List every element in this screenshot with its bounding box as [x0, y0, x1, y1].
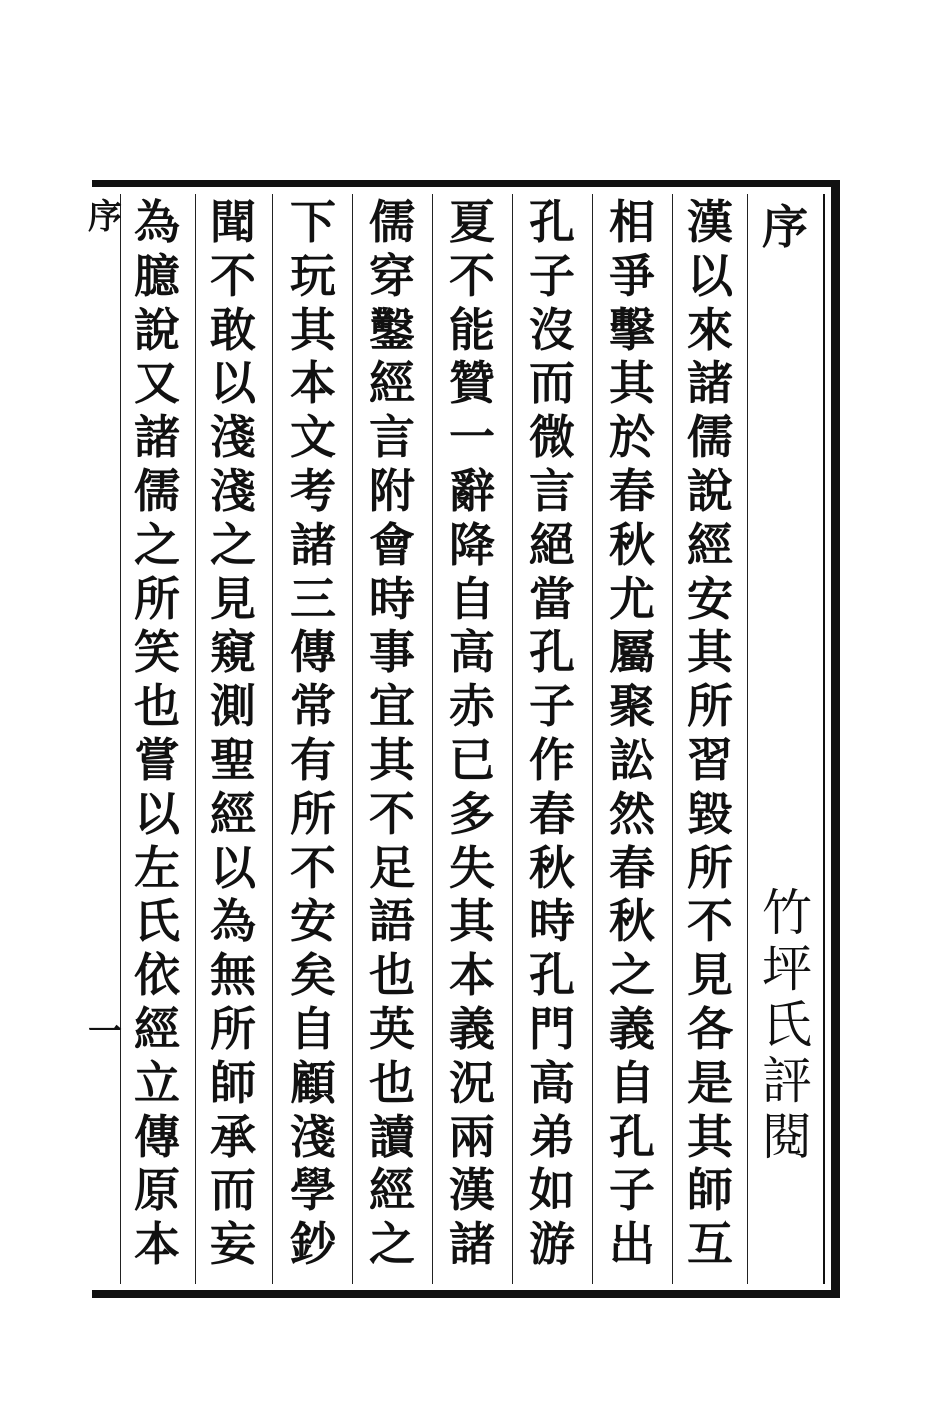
text-char: 已 [449, 732, 495, 787]
text-char: 孔 [529, 625, 575, 680]
text-char: 子 [609, 1163, 655, 1218]
text-column-4 [437, 196, 507, 1272]
text-char: 春 [529, 786, 575, 841]
text-char: 然 [609, 786, 655, 841]
text-char: 說 [134, 302, 180, 357]
text-char: 承 [210, 1109, 256, 1164]
text-char: 英 [369, 1001, 415, 1056]
text-char: 以 [134, 786, 180, 841]
text-char: 而 [529, 356, 575, 411]
text-char: 鈔 [290, 1217, 336, 1272]
text-char: 訟 [609, 732, 655, 787]
text-char: 鑿 [369, 302, 415, 357]
text-char: 漢 [687, 195, 733, 249]
text-char: 赤 [449, 679, 495, 734]
text-char: 孔 [529, 195, 575, 249]
text-char: 三 [290, 571, 336, 626]
text-char: 所 [210, 1001, 256, 1056]
text-column-3 [517, 196, 587, 1272]
text-char: 妄 [210, 1217, 256, 1272]
text-char: 儒 [687, 410, 733, 465]
text-char: 弟 [529, 1109, 575, 1164]
text-char: 聚 [609, 679, 655, 734]
text-char: 作 [529, 732, 575, 787]
text-char: 能 [449, 302, 495, 357]
text-char: 宜 [369, 679, 415, 734]
text-char: 經 [210, 786, 256, 841]
text-char: 氏 [134, 894, 180, 949]
text-char: 顧 [290, 1055, 336, 1110]
text-char: 所 [134, 571, 180, 626]
text-char: 而 [210, 1163, 256, 1218]
signature-char: 坪 [762, 940, 812, 998]
text-char: 是 [687, 1055, 733, 1110]
text-char: 諸 [290, 517, 336, 572]
text-char: 附 [369, 463, 415, 518]
text-char: 秋 [529, 840, 575, 895]
text-char: 子 [529, 679, 575, 734]
text-char: 說 [687, 463, 733, 518]
text-char: 足 [369, 840, 415, 895]
text-char: 本 [449, 948, 495, 1003]
text-column-5 [357, 196, 427, 1272]
text-char: 測 [210, 679, 256, 734]
text-char: 本 [134, 1217, 180, 1272]
text-char: 左 [134, 840, 180, 895]
text-char: 失 [449, 840, 495, 895]
text-char: 為 [210, 894, 256, 949]
text-char: 原 [134, 1163, 180, 1218]
text-char: 聞 [210, 195, 256, 249]
text-char: 兩 [449, 1109, 495, 1164]
text-char: 於 [609, 410, 655, 465]
text-char: 嘗 [134, 732, 180, 787]
column-rule [432, 194, 433, 1284]
text-char: 多 [449, 786, 495, 841]
signature-char: 閱 [762, 1108, 812, 1166]
text-char: 相 [609, 195, 655, 249]
text-char: 一 [449, 410, 495, 465]
text-char: 依 [134, 948, 180, 1003]
text-char: 傳 [134, 1109, 180, 1164]
text-char: 其 [687, 1109, 733, 1164]
text-char: 師 [687, 1163, 733, 1218]
text-char: 之 [210, 517, 256, 572]
text-char: 敢 [210, 302, 256, 357]
text-char: 之 [369, 1217, 415, 1272]
text-char: 春 [609, 840, 655, 895]
text-char: 時 [529, 894, 575, 949]
text-char: 尤 [609, 571, 655, 626]
text-char: 諸 [134, 410, 180, 465]
margin-page-number: 一 [88, 1012, 122, 1052]
text-char: 況 [449, 1055, 495, 1110]
text-char: 如 [529, 1163, 575, 1218]
text-char: 語 [369, 894, 415, 949]
text-char: 考 [290, 463, 336, 518]
text-column-2 [597, 196, 667, 1272]
text-char: 安 [687, 571, 733, 626]
column-rule [512, 194, 513, 1284]
column-rule [672, 194, 673, 1284]
text-char: 自 [449, 571, 495, 626]
text-char: 經 [369, 356, 415, 411]
column-rule [272, 194, 273, 1284]
text-char: 不 [449, 248, 495, 303]
text-char: 又 [134, 356, 180, 411]
text-char: 其 [290, 302, 336, 357]
text-char: 義 [449, 1001, 495, 1056]
text-char: 孔 [609, 1109, 655, 1164]
text-char: 毀 [687, 786, 733, 841]
text-char: 自 [290, 1001, 336, 1056]
text-char: 儒 [369, 195, 415, 249]
text-column-6 [278, 196, 348, 1272]
text-char: 微 [529, 410, 575, 465]
text-char: 見 [210, 571, 256, 626]
text-char: 其 [609, 356, 655, 411]
text-char: 讀 [369, 1109, 415, 1164]
heading [755, 200, 815, 254]
text-char: 辭 [449, 463, 495, 518]
text-char: 本 [290, 356, 336, 411]
text-char: 經 [687, 517, 733, 572]
text-char: 為 [134, 195, 180, 249]
text-char: 以 [210, 356, 256, 411]
text-char: 無 [210, 948, 256, 1003]
text-char: 習 [687, 732, 733, 787]
text-char: 所 [687, 840, 733, 895]
text-char: 之 [609, 948, 655, 1003]
text-char: 沒 [529, 302, 575, 357]
text-char: 出 [609, 1217, 655, 1272]
text-char: 文 [290, 410, 336, 465]
text-char: 諸 [687, 356, 733, 411]
text-column-8 [122, 196, 192, 1272]
text-char: 孔 [529, 948, 575, 1003]
text-char: 淺 [210, 410, 256, 465]
text-char: 聖 [210, 732, 256, 787]
text-char: 其 [449, 894, 495, 949]
text-char: 游 [529, 1217, 575, 1272]
text-char: 玩 [290, 248, 336, 303]
text-char: 以 [687, 248, 733, 303]
text-char: 子 [529, 248, 575, 303]
text-char: 春 [609, 463, 655, 518]
column-rule [747, 194, 748, 1284]
text-char: 不 [210, 248, 256, 303]
text-char: 爭 [609, 248, 655, 303]
text-char: 秋 [609, 517, 655, 572]
signature [752, 885, 822, 1165]
text-char: 夏 [449, 195, 495, 249]
text-char: 事 [369, 625, 415, 680]
text-char: 常 [290, 679, 336, 734]
column-rule [352, 194, 353, 1284]
column-rule [120, 194, 121, 1284]
text-column-1 [675, 196, 745, 1272]
text-char: 義 [609, 1001, 655, 1056]
text-char: 學 [290, 1163, 336, 1218]
text-char: 穿 [369, 248, 415, 303]
text-char: 有 [290, 732, 336, 787]
text-char: 時 [369, 571, 415, 626]
signature-char: 竹 [762, 884, 812, 942]
text-char: 也 [134, 679, 180, 734]
text-char: 淺 [210, 463, 256, 518]
text-char: 贊 [449, 356, 495, 411]
heading-text: 序 [762, 200, 808, 254]
text-char: 也 [369, 1055, 415, 1110]
text-char: 臆 [134, 248, 180, 303]
text-char: 各 [687, 1001, 733, 1056]
text-char: 諸 [449, 1217, 495, 1272]
text-char: 以 [210, 840, 256, 895]
text-char: 所 [290, 786, 336, 841]
text-char: 屬 [609, 625, 655, 680]
text-char: 絕 [529, 517, 575, 572]
text-char: 淺 [290, 1109, 336, 1164]
text-char: 其 [369, 732, 415, 787]
text-char: 高 [449, 625, 495, 680]
text-char: 門 [529, 1001, 575, 1056]
text-char: 所 [687, 679, 733, 734]
text-char: 安 [290, 894, 336, 949]
column-rule [195, 194, 196, 1284]
text-char: 高 [529, 1055, 575, 1110]
text-char: 之 [134, 517, 180, 572]
text-char: 下 [290, 195, 336, 249]
text-char: 秋 [609, 894, 655, 949]
text-char: 立 [134, 1055, 180, 1110]
text-char: 窺 [210, 625, 256, 680]
signature-char: 評 [762, 1052, 812, 1110]
margin-title: 序 [88, 197, 122, 237]
text-column-7 [198, 196, 268, 1272]
text-char: 經 [369, 1163, 415, 1218]
text-char: 言 [369, 410, 415, 465]
text-char: 師 [210, 1055, 256, 1110]
text-char: 自 [609, 1055, 655, 1110]
text-char: 不 [290, 840, 336, 895]
text-char: 來 [687, 302, 733, 357]
text-char: 經 [134, 1001, 180, 1056]
text-char: 其 [687, 625, 733, 680]
text-char: 儒 [134, 463, 180, 518]
text-char: 當 [529, 571, 575, 626]
text-char: 漢 [449, 1163, 495, 1218]
text-char: 會 [369, 517, 415, 572]
column-rule [592, 194, 593, 1284]
text-char: 降 [449, 517, 495, 572]
text-char: 笑 [134, 625, 180, 680]
text-char: 擊 [609, 302, 655, 357]
text-char: 互 [687, 1217, 733, 1272]
text-char: 矣 [290, 948, 336, 1003]
text-char: 不 [687, 894, 733, 949]
text-char: 見 [687, 948, 733, 1003]
text-char: 也 [369, 948, 415, 1003]
signature-char: 氏 [762, 996, 812, 1054]
text-char: 言 [529, 463, 575, 518]
text-char: 傳 [290, 625, 336, 680]
text-char: 不 [369, 786, 415, 841]
